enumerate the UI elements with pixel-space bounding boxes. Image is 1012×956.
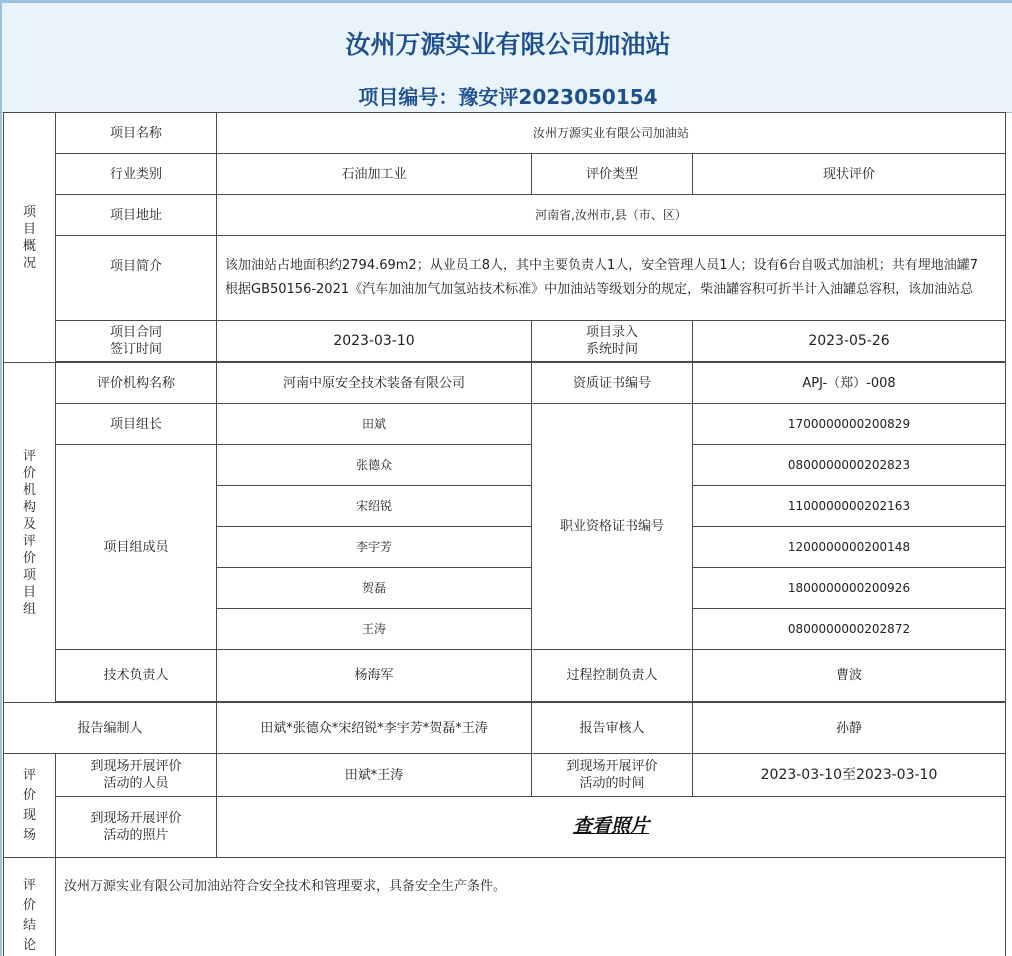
member-name: 王涛 [217,609,532,650]
section-label-site: 评 价 现 场 [4,754,56,858]
site-time-label: 到现场开展评价 活动的时间 [532,754,693,797]
contract-date-label: 项目合同 签订时间 [56,321,217,362]
project-name-label: 项目名称 [56,113,217,154]
intro-line-1: 该加油站占地面积约2794.69m2；从业员工8人，其中主要负责人1人，安全管理人员1人；设有6台自吸式加油机；共有埋地油罐7 [225,258,979,273]
project-number: 项目编号：豫安评2023050154 [358,85,658,109]
leader-cert: 1700000000200829 [693,404,1006,445]
table-row [4,404,1006,445]
qualification-label: 职业资格证书编号 [532,404,693,650]
process-lead-value: 曹波 [693,650,1006,702]
intro-line-2: 根据GB50156-2021《汽车加油加气加氢站技术标准》中加油站等级划分的规定，柴油罐容积可折半计入油罐总容积，该加油站总 [225,282,974,297]
table-row [4,113,1006,154]
cert-value: APJ-（郑）-008 [693,363,1006,404]
table-row [4,703,1006,754]
member-name: 贺磊 [217,568,532,609]
report-author-value: 田斌*张德众*宋绍锐*李宇芳*贺磊*王涛 [217,703,532,754]
member-cert: 1100000000202163 [693,486,1006,527]
site-people-label: 到现场开展评价 活动的人员 [56,754,217,797]
section-label-org: 评 价 机 构 及 评 价 项 目 组 [4,363,56,703]
site-photo-label: 到现场开展评价 活动的照片 [56,797,217,858]
table-row [4,650,1006,702]
report-author-label: 报告编制人 [4,703,217,754]
member-cert: 0800000000202872 [693,609,1006,650]
leader-label: 项目组长 [56,404,217,445]
address-value: 河南省,汝州市,县（市、区） [217,195,1006,236]
contract-date-value: 2023-03-10 [217,321,532,362]
process-lead-label: 过程控制负责人 [532,650,693,702]
member-cert: 1200000000200148 [693,527,1006,568]
table-row [4,797,1006,858]
report-reviewer-value: 孙静 [693,703,1006,754]
report-reviewer-label: 报告审核人 [532,703,693,754]
agency-label: 评价机构名称 [56,363,217,404]
member-name: 李宇芳 [217,527,532,568]
project-info-table [3,112,1006,956]
intro-value [217,236,1006,321]
view-photos-link[interactable]: 查看照片 [572,814,649,837]
site-photo-cell [217,797,1006,858]
table-row [4,321,1006,362]
table-row [4,445,1006,486]
address-label: 项目地址 [56,195,217,236]
page-title: 汝州万源实业有限公司加油站 [345,30,671,59]
conclusion-text: 汝州万源实业有限公司加油站符合安全技术和管理要求，具备安全生产条件。 [56,858,1006,956]
table-row [4,858,1006,956]
section-label-conclusion: 评 价 结 论 [4,858,56,956]
member-cert: 0800000000202823 [693,445,1006,486]
entry-date-value: 2023-05-26 [693,321,1006,362]
intro-label: 项目简介 [56,236,217,321]
tech-lead-label: 技术负责人 [56,650,217,702]
site-time-value: 2023-03-10至2023-03-10 [693,754,1006,797]
industry-label: 行业类别 [56,154,217,195]
table-row [4,154,1006,195]
member-name: 张德众 [217,445,532,486]
agency-value: 河南中原安全技术装备有限公司 [217,363,532,404]
site-people-value: 田斌*王涛 [217,754,532,797]
leader-name: 田斌 [217,404,532,445]
cert-label: 资质证书编号 [532,363,693,404]
eval-type-value: 现状评价 [693,154,1006,195]
member-cert: 1800000000200926 [693,568,1006,609]
member-name: 宋绍锐 [217,486,532,527]
tech-lead-value: 杨海军 [217,650,532,702]
project-name-value: 汝州万源实业有限公司加油站 [217,113,1006,154]
page-header [2,3,1012,113]
table-row [4,195,1006,236]
section-label-overview: 项 目 概 况 [4,113,56,363]
table-row [4,363,1006,404]
table-row [4,236,1006,321]
eval-type-label: 评价类型 [532,154,693,195]
industry-value: 石油加工业 [217,154,532,195]
entry-date-label: 项目录入 系统时间 [532,321,693,362]
members-label: 项目组成员 [56,445,217,650]
table-row [4,754,1006,797]
